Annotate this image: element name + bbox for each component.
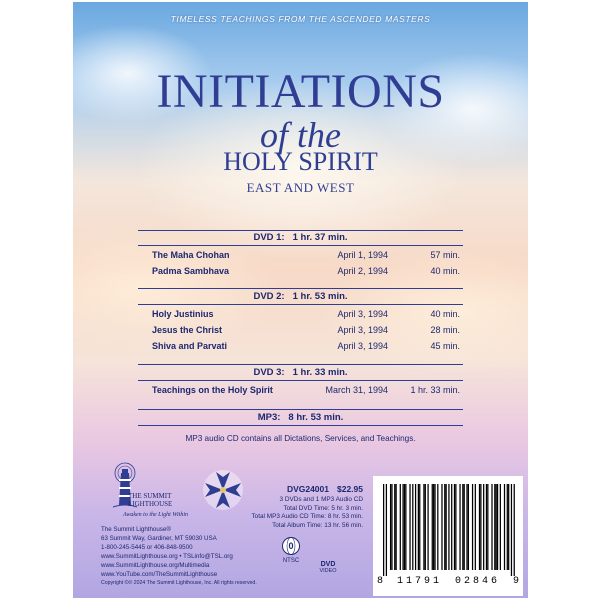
spec-line: Total DVD Time: 5 hr. 3 min. <box>283 504 363 512</box>
divider <box>138 380 463 381</box>
logo-name <box>128 492 172 508</box>
barcode-bar <box>402 484 403 570</box>
barcode-bar <box>462 484 463 570</box>
title-of-the: of the <box>260 115 341 155</box>
publisher-phone: 1-800-245-5445 or 406-848-9500 <box>101 544 193 551</box>
barcode-bar <box>394 484 395 570</box>
series-tagline: TIMELESS TEACHINGS FROM THE ASCENDED MASTERS <box>170 14 431 24</box>
barcode-bar <box>448 484 449 570</box>
mp3-label: MP3: <box>257 412 281 423</box>
dvd2-heading <box>138 291 463 302</box>
barcode-bar <box>483 484 484 570</box>
barcode-bar <box>472 484 473 570</box>
dvd2-label: DVD 2: <box>253 291 285 302</box>
product-sku: DVG24001 <box>286 484 329 494</box>
track-row <box>152 250 460 262</box>
barcode-bar <box>441 484 442 570</box>
barcode-bar <box>433 484 434 570</box>
track-length: 40 min. <box>430 266 460 276</box>
dvd3-label: DVD 3: <box>253 367 285 378</box>
track-date: April 3, 1994 <box>337 325 388 335</box>
dvd3-heading <box>138 367 463 378</box>
track-row <box>152 385 460 397</box>
barcode-bar <box>507 484 508 570</box>
barcode-bar <box>419 484 420 570</box>
product-specs <box>193 496 363 530</box>
title-holy-spirit: HOLY SPIRIT <box>223 147 378 176</box>
track-length: 40 min. <box>430 309 460 319</box>
divider <box>138 364 463 365</box>
dvd1-duration: 1 hr. 37 min. <box>292 232 348 243</box>
track-title: Jesus the Christ <box>152 325 223 335</box>
barcode-bar <box>455 484 456 570</box>
barcode-bar <box>390 484 391 570</box>
divider <box>138 425 463 426</box>
barcode-bar <box>396 484 397 570</box>
dvd-back-cover <box>73 2 528 598</box>
barcode-bar <box>497 484 498 570</box>
subtitle: EAST AND WEST <box>246 180 355 195</box>
track-length: 1 hr. 33 min. <box>410 385 460 395</box>
publisher-info <box>101 525 233 579</box>
barcode-right-group: 02846 <box>455 576 501 587</box>
divider <box>138 409 463 410</box>
barcode-bar <box>415 484 416 570</box>
spec-line: Total MP3 Audio CD Time: 8 hr. 53 min. <box>251 513 363 520</box>
track-date: April 3, 1994 <box>337 341 388 351</box>
barcode-bar <box>500 484 501 570</box>
publisher-name: The Summit Lighthouse® <box>101 526 171 533</box>
barcode-bar <box>514 484 515 576</box>
barcode-bar <box>459 484 460 570</box>
barcode-bar <box>466 484 467 570</box>
lighthouse-logo-icon <box>105 459 185 519</box>
barcode-bar <box>400 484 401 570</box>
barcode-bar <box>446 484 447 570</box>
barcode-panel <box>373 476 523 596</box>
barcode-bar <box>425 484 426 570</box>
publisher-youtube: www.YouTube.com/TheSummitLighthouse <box>101 571 218 578</box>
track-date: March 31, 1994 <box>325 385 388 395</box>
dvd-logo-line1: DVD <box>320 561 336 568</box>
barcode-bar <box>418 484 419 570</box>
barcode-bar <box>437 484 438 570</box>
barcode-bar <box>475 484 476 570</box>
barcode-check-digit: 9 <box>513 576 520 587</box>
barcode-bar <box>423 484 424 570</box>
track-date: April 2, 1994 <box>337 266 388 276</box>
barcode-bar <box>405 484 406 570</box>
track-date: April 1, 1994 <box>337 250 388 260</box>
track-row <box>152 309 460 321</box>
logo-name-line2: LIGHTHOUSE <box>128 500 173 508</box>
publisher-address: 63 Summit Way, Gardiner, MT 59030 USA <box>101 535 217 542</box>
divider <box>138 288 463 289</box>
logo-motto: Awaken to the Light Within <box>123 512 188 518</box>
product-line <box>233 484 363 494</box>
barcode-bar <box>508 484 509 570</box>
barcode-left-group: 11791 <box>397 576 443 587</box>
dvd3-duration: 1 hr. 33 min. <box>292 367 348 378</box>
barcode-bar <box>409 484 410 570</box>
barcode-bar <box>432 484 433 570</box>
barcode-bar <box>496 484 497 570</box>
barcode-bar <box>391 484 392 570</box>
track-row <box>152 341 460 353</box>
publisher-web: www.SummitLighthouse.org • TSLinfo@TSL.org <box>101 553 233 560</box>
spec-line: Total Album Time: 13 hr. 56 min. <box>272 521 363 529</box>
barcode-icon <box>383 484 515 576</box>
mp3-duration: 8 hr. 53 min. <box>288 412 344 423</box>
barcode-bar <box>434 484 435 570</box>
barcode-bar <box>511 484 512 576</box>
barcode-bar <box>479 484 480 570</box>
dvd2-duration: 1 hr. 53 min. <box>292 291 348 302</box>
barcode-bar <box>412 484 413 570</box>
barcode-bar <box>487 484 488 570</box>
title-initiations: INITIATIONS <box>156 65 445 118</box>
track-date: April 3, 1994 <box>337 309 388 319</box>
divider <box>138 230 463 231</box>
barcode-bar <box>468 484 469 570</box>
track-title: Shiva and Parvati <box>152 341 228 351</box>
dvd-video-logo <box>313 562 343 574</box>
track-row <box>152 266 460 278</box>
mp3-note: MP3 audio CD contains all Dictations, Services, and Teachings. <box>185 434 416 443</box>
track-row <box>152 325 460 337</box>
barcode-bar <box>480 484 481 570</box>
barcode-bar <box>444 484 445 570</box>
barcode-bar <box>494 484 495 570</box>
barcode-bar <box>404 484 405 570</box>
barcode-bar <box>386 484 387 576</box>
dvd-logo-line2: VIDEO <box>319 568 337 574</box>
track-length: 28 min. <box>430 325 460 335</box>
barcode-bar <box>491 484 492 570</box>
logo-name-line1: THE SUMMIT <box>128 492 172 500</box>
barcode-lead-digit: 8 <box>377 576 384 587</box>
barcode-bar <box>451 484 452 570</box>
spec-line: 3 DVDs and 1 MP3 Audio CD <box>279 496 363 503</box>
mp3-heading <box>138 412 463 423</box>
copyright: Copyright ©℗ 2024 The Summit Lighthouse, Inc. All rights reserved. <box>101 580 257 586</box>
barcode-bar <box>427 484 428 570</box>
divider <box>138 304 463 305</box>
ntsc-label: NTSC <box>282 558 300 564</box>
publisher-multimedia: www.SummitLighthouse.org/Multimedia <box>101 562 210 569</box>
barcode-bar <box>383 484 384 576</box>
track-title: The Maha Chohan <box>152 250 230 260</box>
track-title: Holy Justinius <box>152 309 214 319</box>
dvd1-label: DVD 1: <box>253 232 285 243</box>
divider <box>138 245 463 246</box>
barcode-bar <box>454 484 455 570</box>
barcode-bar <box>504 484 505 570</box>
track-title: Padma Sambhava <box>152 266 230 276</box>
track-length: 57 min. <box>430 250 460 260</box>
dvd1-heading <box>138 232 463 243</box>
track-title: Teachings on the Holy Spirit <box>152 385 273 395</box>
barcode-bar <box>464 484 465 570</box>
barcode-bar <box>486 484 487 570</box>
product-price: $22.95 <box>337 484 363 494</box>
region-globe-icon <box>281 536 301 556</box>
region-code: 0 <box>288 541 294 551</box>
track-length: 45 min. <box>430 341 460 351</box>
